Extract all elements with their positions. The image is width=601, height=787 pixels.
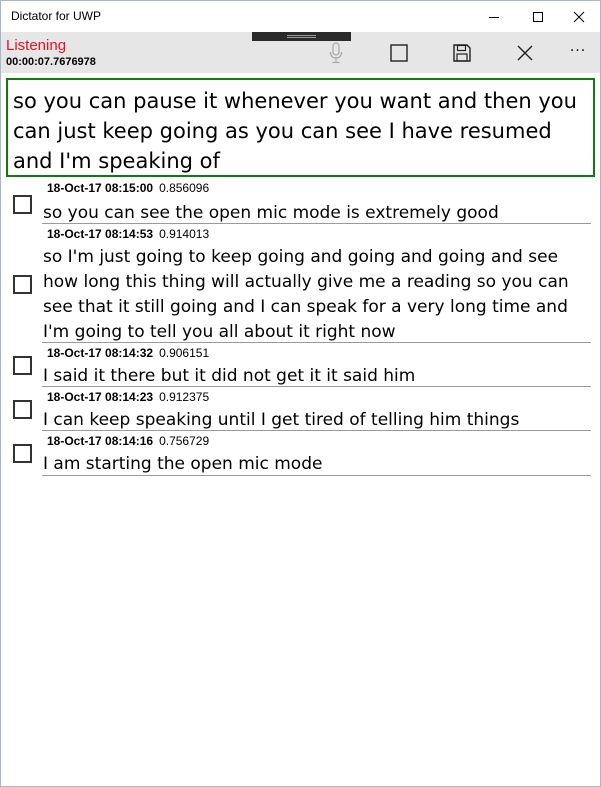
result-text: I am starting the open mic mode: [43, 454, 323, 474]
maximize-icon: [532, 11, 544, 23]
result-divider: [42, 386, 591, 387]
result-confidence: 0.906151: [159, 346, 210, 360]
result-timestamp: 18-Oct-17 08:14:16: [47, 434, 154, 448]
clear-icon: [517, 45, 533, 61]
result-confidence: 0.756729: [159, 434, 210, 448]
result-checkbox[interactable]: [13, 444, 32, 463]
result-divider: [42, 342, 591, 343]
result-divider: [42, 430, 591, 431]
result-confidence: 0.912375: [159, 390, 210, 404]
result-timestamp: 18-Oct-17 08:14:32: [47, 346, 154, 360]
live-transcript-text: so you can pause it whenever you want and then you can just keep going as you can see I have resumed and I'm speaking of: [13, 89, 577, 173]
elapsed-timer: 00:00:07.7676978: [6, 56, 96, 68]
result-meta: [47, 434, 209, 448]
result-checkbox[interactable]: [13, 195, 32, 214]
stop-button[interactable]: [377, 32, 421, 73]
result-divider: [42, 223, 591, 224]
clear-button[interactable]: [503, 32, 547, 73]
result-confidence: 0.914013: [159, 227, 210, 241]
result-meta: [47, 346, 209, 360]
save-button[interactable]: [440, 32, 484, 73]
result-timestamp: 18-Oct-17 08:15:00: [47, 181, 154, 195]
result-text: I can keep speaking until I get tired of telling him things: [43, 410, 520, 430]
microphone-button[interactable]: [314, 32, 358, 73]
result-checkbox[interactable]: [13, 356, 32, 375]
minimize-icon: [488, 11, 500, 23]
close-icon: [573, 11, 585, 23]
result-checkbox[interactable]: [13, 400, 32, 419]
result-text: I said it there but it did not get it it said him: [43, 366, 416, 386]
result-checkbox[interactable]: [13, 275, 32, 294]
grip-line: [287, 35, 316, 36]
close-window-button[interactable]: [556, 1, 601, 32]
result-text: so you can see the open mic mode is extremely good: [43, 203, 499, 223]
listening-status: Listening: [6, 37, 67, 54]
window-title: Dictator for UWP: [11, 9, 102, 23]
result-text: so I'm just going to keep going and going and going and see how long this thing will actually give me a reading so you can see that it still going and I can speak for a very long time and I'm going to tell you all about it right now: [43, 247, 569, 342]
result-timestamp: 18-Oct-17 08:14:53: [47, 227, 154, 241]
stop-icon: [390, 44, 408, 62]
result-meta: [47, 181, 209, 195]
grip-line: [287, 37, 316, 38]
result-divider: [42, 475, 591, 476]
command-bar: [1, 32, 600, 73]
minimize-button[interactable]: [471, 1, 517, 32]
title-bar[interactable]: [1, 1, 600, 32]
result-meta: [47, 227, 209, 241]
maximize-button[interactable]: [515, 1, 561, 32]
save-icon: [453, 44, 471, 62]
result-meta: [47, 390, 209, 404]
more-icon: ···: [569, 42, 587, 59]
more-button[interactable]: [556, 32, 600, 73]
result-timestamp: 18-Oct-17 08:14:23: [47, 390, 154, 404]
live-transcript-box[interactable]: [6, 78, 595, 177]
microphone-icon: [329, 42, 343, 64]
result-confidence: 0.856096: [159, 181, 210, 195]
